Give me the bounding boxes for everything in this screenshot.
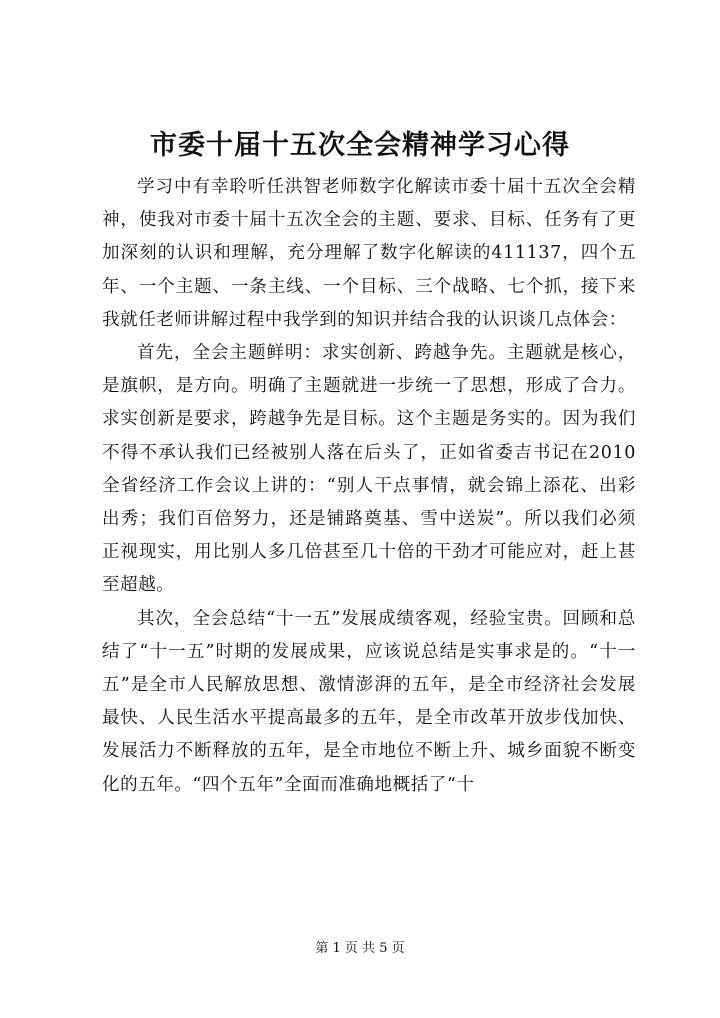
page-footer: 第 1 页 共 5 页 (315, 941, 405, 956)
page-title: 市委十届十五次全会精神学习心得 (150, 130, 570, 161)
paragraph-first-point: 首先，全会主题鲜明：求实创新、跨越争先。主题就是核心，是旗帜，是方向。明确了主题就进一步统一了思想，形成了合力。求实创新是要求，跨越争先是目标。这个主题是务实的。因为我们不得不承认我们已经被别人落在后头了，正如省委吉书记在2010全省经济工作会议上讲的：“别人干点事情，就会锦上添花、出彩出秀；我们百倍努力，还是铺路奠基、雪中送炭”。所以我们必须正视现实，用比别人多几倍甚至几十倍的干劲才可能应对，赶上甚至超越。 (102, 343, 636, 596)
document-body (102, 171, 636, 802)
paragraph-intro: 学习中有幸聆听任洪智老师数字化解读市委十届十五次全会精神，使我对市委十届十五次全会的主题、要求、目标、任务有了更加深刻的认识和理解，充分理解了数字化解读的411137，四个五年、一个主题、一条主线、一个目标、三个战略、七个抓，接下来我就任老师讲解过程中我学到的知识并结合我的认识谈几点体会： (102, 177, 636, 330)
paragraph-second-point: 其次，全会总结“十一五”发展成绩客观，经验宝贵。回顾和总结了“十一五”时期的发展成果，应该说总结是实事求是的。“十一五”是全市人民解放思想、激情澎湃的五年，是全市经济社会发展最快、人民生活水平提高最多的五年，是全市改革开放步伐加快、发展活力不断释放的五年，是全市地位不断上升、城乡面貌不断变化的五年。“四个五年”全面而准确地概括了“十 (102, 608, 636, 795)
